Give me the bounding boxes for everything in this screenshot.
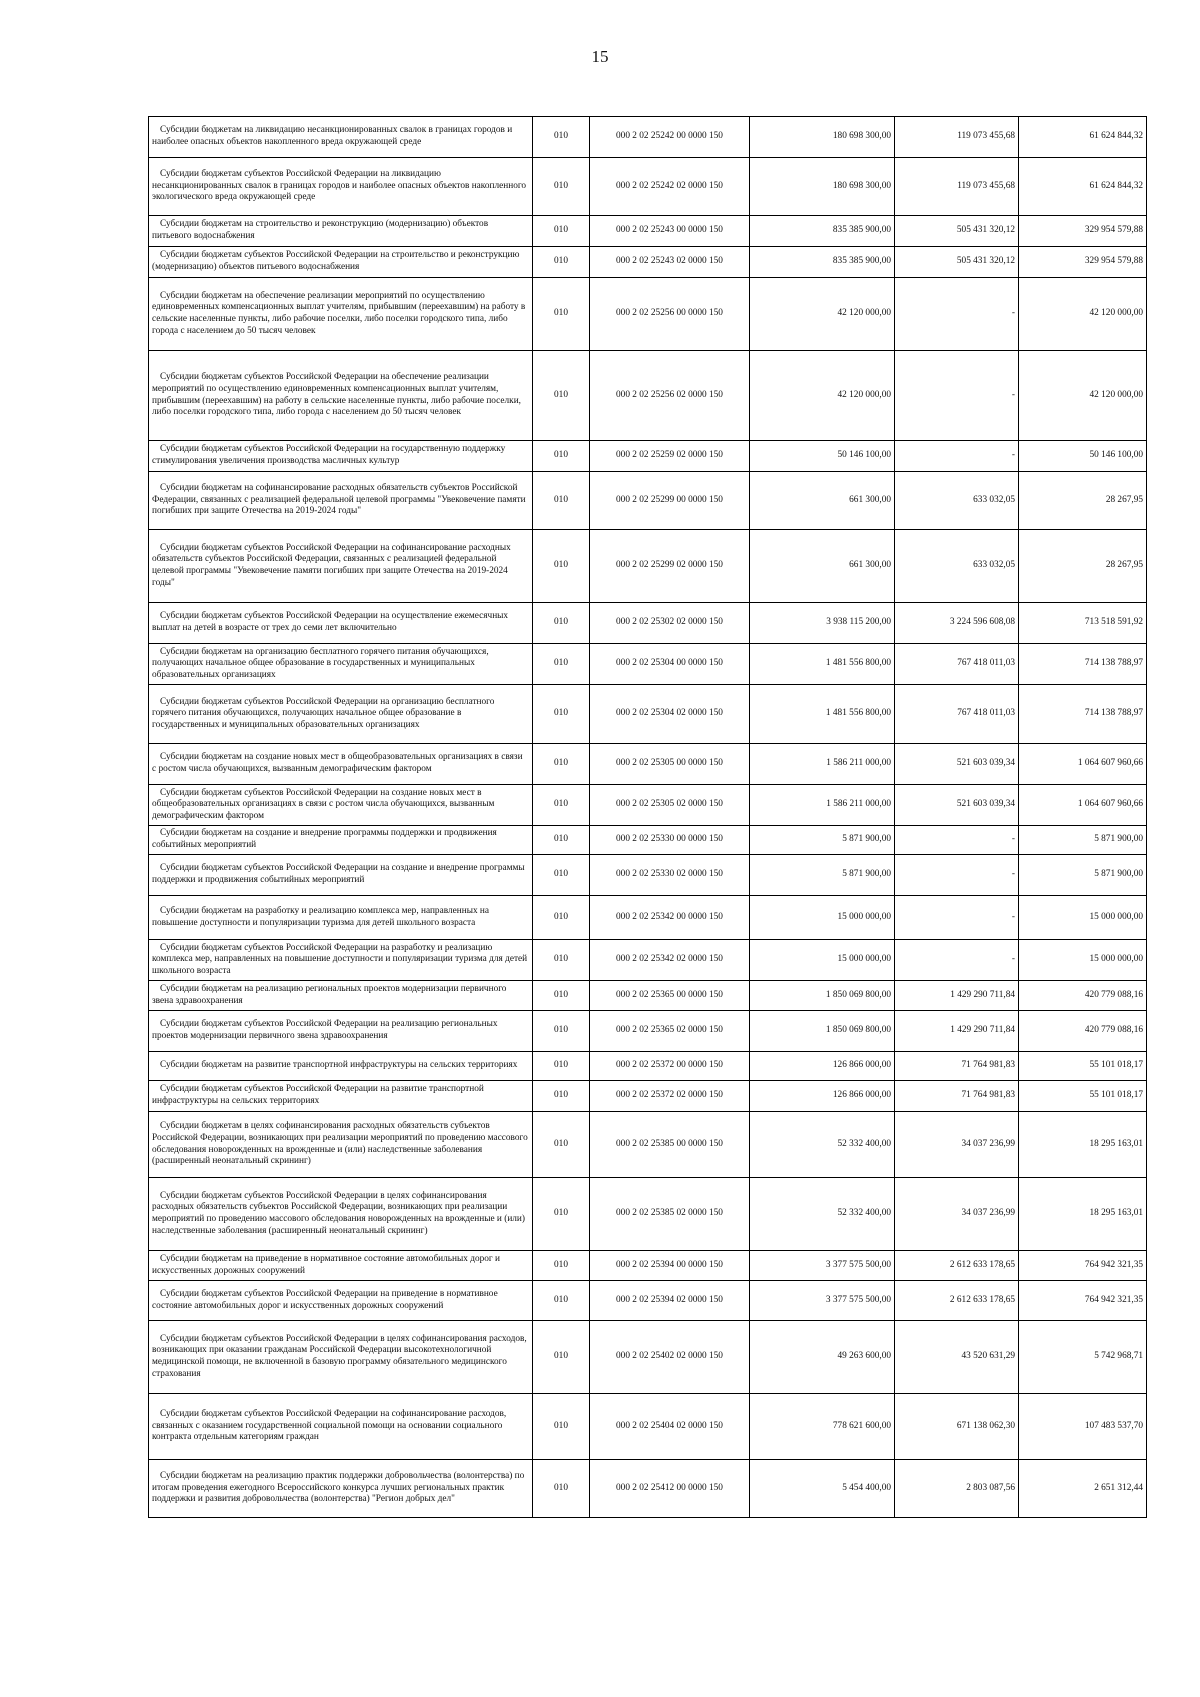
table-row <box>149 744 1147 785</box>
row-executed-cell: - <box>895 940 1019 981</box>
table-row <box>149 530 1147 603</box>
table-row <box>149 685 1147 744</box>
row-kbk-cell: 000 2 02 25365 02 0000 150 <box>590 1011 750 1052</box>
row-approved-cell: 180 698 300,00 <box>750 158 895 216</box>
row-approved-cell: 778 621 600,00 <box>750 1394 895 1460</box>
row-code-cell: 010 <box>533 1251 590 1281</box>
row-kbk-cell: 000 2 02 25304 00 0000 150 <box>590 644 750 685</box>
row-executed-cell: 633 032,05 <box>895 472 1019 530</box>
table-row <box>149 117 1147 158</box>
row-kbk-cell: 000 2 02 25299 00 0000 150 <box>590 472 750 530</box>
row-kbk-cell: 000 2 02 25304 02 0000 150 <box>590 685 750 744</box>
table-row <box>149 216 1147 247</box>
row-name-cell: Субсидии бюджетам на реализацию региональных проектов модернизации первичного звена здравоохранения <box>149 981 533 1011</box>
table-row <box>149 785 1147 826</box>
row-executed-cell: - <box>895 896 1019 940</box>
row-executed-cell: 671 138 062,30 <box>895 1394 1019 1460</box>
row-unexecuted-cell: 420 779 088,16 <box>1019 981 1147 1011</box>
row-code-cell: 010 <box>533 603 590 644</box>
row-approved-cell: 52 332 400,00 <box>750 1112 895 1178</box>
row-unexecuted-cell: 2 651 312,44 <box>1019 1460 1147 1518</box>
row-name-cell: Субсидии бюджетам субъектов Российской Федерации на создание новых мест в общеобразовательных организациях в связи с ростом числа обучающихся, вызванным демографическим фактором <box>149 785 533 826</box>
row-approved-cell: 50 146 100,00 <box>750 441 895 472</box>
row-unexecuted-cell: 1 064 607 960,66 <box>1019 744 1147 785</box>
table-row <box>149 351 1147 441</box>
row-kbk-cell: 000 2 02 25372 02 0000 150 <box>590 1081 750 1112</box>
row-approved-cell: 1 481 556 800,00 <box>750 685 895 744</box>
row-unexecuted-cell: 107 483 537,70 <box>1019 1394 1147 1460</box>
row-approved-cell: 126 866 000,00 <box>750 1081 895 1112</box>
row-approved-cell: 52 332 400,00 <box>750 1178 895 1251</box>
row-code-cell: 010 <box>533 1052 590 1081</box>
row-executed-cell: - <box>895 441 1019 472</box>
row-executed-cell: - <box>895 826 1019 855</box>
row-name-cell: Субсидии бюджетам на создание новых мест в общеобразовательных организациях в связи с ростом числа обучающихся, вызванным демографическим фактором <box>149 744 533 785</box>
table-row <box>149 940 1147 981</box>
row-approved-cell: 835 385 900,00 <box>750 247 895 278</box>
row-executed-cell: 71 764 981,83 <box>895 1081 1019 1112</box>
row-executed-cell: 2 612 633 178,65 <box>895 1281 1019 1321</box>
row-code-cell: 010 <box>533 1011 590 1052</box>
row-unexecuted-cell: 1 064 607 960,66 <box>1019 785 1147 826</box>
table-row <box>149 826 1147 855</box>
row-unexecuted-cell: 764 942 321,35 <box>1019 1251 1147 1281</box>
table-row <box>149 1321 1147 1394</box>
row-code-cell: 010 <box>533 472 590 530</box>
row-name-cell: Субсидии бюджетам субъектов Российской Федерации на строительство и реконструкцию (модернизацию) объектов питьевого водоснабжения <box>149 247 533 278</box>
row-approved-cell: 3 377 575 500,00 <box>750 1281 895 1321</box>
row-kbk-cell: 000 2 02 25299 02 0000 150 <box>590 530 750 603</box>
row-code-cell: 010 <box>533 1112 590 1178</box>
row-approved-cell: 835 385 900,00 <box>750 216 895 247</box>
row-code-cell: 010 <box>533 685 590 744</box>
row-kbk-cell: 000 2 02 25385 00 0000 150 <box>590 1112 750 1178</box>
row-executed-cell: 767 418 011,03 <box>895 685 1019 744</box>
row-approved-cell: 180 698 300,00 <box>750 117 895 158</box>
table-body <box>149 117 1147 1518</box>
row-executed-cell: 71 764 981,83 <box>895 1052 1019 1081</box>
row-approved-cell: 3 938 115 200,00 <box>750 603 895 644</box>
row-approved-cell: 49 263 600,00 <box>750 1321 895 1394</box>
row-executed-cell: 2 803 087,56 <box>895 1460 1019 1518</box>
row-unexecuted-cell: 764 942 321,35 <box>1019 1281 1147 1321</box>
row-name-cell: Субсидии бюджетам субъектов Российской Федерации на софинансирование расходов, связанных с оказанием государственной социальной помощи на основании социального контракта отдельным категориям граждан <box>149 1394 533 1460</box>
page-number: 15 <box>591 47 609 66</box>
row-executed-cell: - <box>895 278 1019 351</box>
row-unexecuted-cell: 42 120 000,00 <box>1019 278 1147 351</box>
row-executed-cell: 521 603 039,34 <box>895 785 1019 826</box>
row-executed-cell: 505 431 320,12 <box>895 247 1019 278</box>
row-kbk-cell: 000 2 02 25394 00 0000 150 <box>590 1251 750 1281</box>
table-row <box>149 1052 1147 1081</box>
row-executed-cell: 119 073 455,68 <box>895 117 1019 158</box>
row-unexecuted-cell: 55 101 018,17 <box>1019 1052 1147 1081</box>
row-name-cell: Субсидии бюджетам на обеспечение реализации мероприятий по осуществлению единовременных компенсационных выплат учителям, прибывшим (переехавшим) на работу в сельские населенные пункты, либо рабочие поселки, либо поселки городского типа, либо города с населением до 50 тысяч человек <box>149 278 533 351</box>
row-name-cell: Субсидии бюджетам субъектов Российской Федерации на осуществление ежемесячных выплат на детей в возрасте от трех до семи лет включительно <box>149 603 533 644</box>
row-name-cell: Субсидии бюджетам субъектов Российской Федерации на развитие транспортной инфраструктуры на сельских территориях <box>149 1081 533 1112</box>
row-name-cell: Субсидии бюджетам субъектов Российской Федерации на государственную поддержку стимулирования увеличения производства масличных культур <box>149 441 533 472</box>
row-name-cell: Субсидии бюджетам на приведение в нормативное состояние автомобильных дорог и искусственных дорожных сооружений <box>149 1251 533 1281</box>
row-name-cell: Субсидии бюджетам субъектов Российской Федерации на создание и внедрение программы поддержки и продвижения событийных мероприятий <box>149 855 533 896</box>
row-kbk-cell: 000 2 02 25256 00 0000 150 <box>590 278 750 351</box>
row-unexecuted-cell: 5 871 900,00 <box>1019 826 1147 855</box>
row-unexecuted-cell: 50 146 100,00 <box>1019 441 1147 472</box>
row-code-cell: 010 <box>533 785 590 826</box>
row-name-cell: Субсидии бюджетам субъектов Российской Федерации на софинансирование расходных обязательств субъектов Российской Федерации, связанных с реализацией федеральной целевой программы "Увековечение памяти погибших при защите Отечества на 2019-2024 годы" <box>149 530 533 603</box>
row-name-cell: Субсидии бюджетам субъектов Российской Федерации на разработку и реализацию комплекса мер, направленных на повышение доступности и популяризации туризма для детей школьного возраста <box>149 940 533 981</box>
row-code-cell: 010 <box>533 1281 590 1321</box>
row-name-cell: Субсидии бюджетам на ликвидацию несанкционированных свалок в границах городов и наиболее опасных объектов накопленного вреда окружающей среде <box>149 117 533 158</box>
row-executed-cell: 34 037 236,99 <box>895 1112 1019 1178</box>
row-kbk-cell: 000 2 02 25302 02 0000 150 <box>590 603 750 644</box>
row-code-cell: 010 <box>533 981 590 1011</box>
row-kbk-cell: 000 2 02 25305 02 0000 150 <box>590 785 750 826</box>
row-unexecuted-cell: 714 138 788,97 <box>1019 685 1147 744</box>
table-row <box>149 981 1147 1011</box>
row-approved-cell: 5 871 900,00 <box>750 826 895 855</box>
row-name-cell: Субсидии бюджетам на софинансирование расходных обязательств субъектов Российской Федерации, связанных с реализацией федеральной целевой программы "Увековечение памяти погибших при защите Отечества на 2019-2024 годы" <box>149 472 533 530</box>
row-code-cell: 010 <box>533 1394 590 1460</box>
row-code-cell: 010 <box>533 441 590 472</box>
table-row <box>149 1281 1147 1321</box>
row-approved-cell: 661 300,00 <box>750 472 895 530</box>
row-unexecuted-cell: 61 624 844,32 <box>1019 158 1147 216</box>
row-name-cell: Субсидии бюджетам субъектов Российской Федерации на ликвидацию несанкционированных свалок в границах городов и наиболее опасных объектов накопленного экологического вреда окружающей среде <box>149 158 533 216</box>
table-row <box>149 1251 1147 1281</box>
row-code-cell: 010 <box>533 117 590 158</box>
row-code-cell: 010 <box>533 247 590 278</box>
row-kbk-cell: 000 2 02 25305 00 0000 150 <box>590 744 750 785</box>
table-row <box>149 1178 1147 1251</box>
row-kbk-cell: 000 2 02 25330 02 0000 150 <box>590 855 750 896</box>
row-kbk-cell: 000 2 02 25385 02 0000 150 <box>590 1178 750 1251</box>
row-code-cell: 010 <box>533 216 590 247</box>
table-row <box>149 1112 1147 1178</box>
row-approved-cell: 15 000 000,00 <box>750 896 895 940</box>
row-approved-cell: 5 454 400,00 <box>750 1460 895 1518</box>
budget-table <box>148 116 1147 1518</box>
row-name-cell: Субсидии бюджетам субъектов Российской Федерации на организацию бесплатного горячего питания обучающихся, получающих начальное общее образование в государственных и муниципальных образовательных организациях <box>149 685 533 744</box>
row-approved-cell: 15 000 000,00 <box>750 940 895 981</box>
row-executed-cell: 1 429 290 711,84 <box>895 981 1019 1011</box>
row-unexecuted-cell: 329 954 579,88 <box>1019 216 1147 247</box>
row-kbk-cell: 000 2 02 25412 00 0000 150 <box>590 1460 750 1518</box>
row-approved-cell: 126 866 000,00 <box>750 1052 895 1081</box>
row-kbk-cell: 000 2 02 25243 00 0000 150 <box>590 216 750 247</box>
row-code-cell: 010 <box>533 1321 590 1394</box>
row-unexecuted-cell: 15 000 000,00 <box>1019 940 1147 981</box>
row-code-cell: 010 <box>533 1081 590 1112</box>
table-row <box>149 278 1147 351</box>
row-unexecuted-cell: 28 267,95 <box>1019 530 1147 603</box>
row-code-cell: 010 <box>533 351 590 441</box>
row-unexecuted-cell: 18 295 163,01 <box>1019 1178 1147 1251</box>
row-code-cell: 010 <box>533 896 590 940</box>
row-name-cell: Субсидии бюджетам на создание и внедрение программы поддержки и продвижения событийных мероприятий <box>149 826 533 855</box>
table-row <box>149 472 1147 530</box>
row-unexecuted-cell: 5 871 900,00 <box>1019 855 1147 896</box>
row-name-cell: Субсидии бюджетам на разработку и реализацию комплекса мер, направленных на повышение доступности и популяризации туризма для детей школьного возраста <box>149 896 533 940</box>
row-name-cell: Субсидии бюджетам на развитие транспортной инфраструктуры на сельских территориях <box>149 1052 533 1081</box>
table-row <box>149 1011 1147 1052</box>
row-unexecuted-cell: 61 624 844,32 <box>1019 117 1147 158</box>
row-kbk-cell: 000 2 02 25256 02 0000 150 <box>590 351 750 441</box>
table-row <box>149 441 1147 472</box>
row-unexecuted-cell: 42 120 000,00 <box>1019 351 1147 441</box>
row-code-cell: 010 <box>533 644 590 685</box>
row-kbk-cell: 000 2 02 25242 02 0000 150 <box>590 158 750 216</box>
row-kbk-cell: 000 2 02 25330 00 0000 150 <box>590 826 750 855</box>
row-approved-cell: 1 850 069 800,00 <box>750 981 895 1011</box>
row-executed-cell: 521 603 039,34 <box>895 744 1019 785</box>
row-approved-cell: 5 871 900,00 <box>750 855 895 896</box>
row-unexecuted-cell: 714 138 788,97 <box>1019 644 1147 685</box>
row-executed-cell: 2 612 633 178,65 <box>895 1251 1019 1281</box>
row-code-cell: 010 <box>533 1460 590 1518</box>
row-code-cell: 010 <box>533 744 590 785</box>
row-unexecuted-cell: 18 295 163,01 <box>1019 1112 1147 1178</box>
row-name-cell: Субсидии бюджетам на реализацию практик поддержки добровольчества (волонтерства) по итогам проведения ежегодного Всероссийского конкурса лучших региональных практик поддержки и развития добровольчества (волонтерства) "Регион добрых дел" <box>149 1460 533 1518</box>
row-name-cell: Субсидии бюджетам субъектов Российской Федерации на обеспечение реализации мероприятий по осуществлению единовременных компенсационных выплат учителям, прибывшим (переехавшим) на работу в сельские населенные пункты, либо рабочие поселки, либо поселки городского типа, либо города с населением до 50 тысяч человек <box>149 351 533 441</box>
table-row <box>149 1394 1147 1460</box>
row-unexecuted-cell: 713 518 591,92 <box>1019 603 1147 644</box>
row-approved-cell: 1 481 556 800,00 <box>750 644 895 685</box>
row-kbk-cell: 000 2 02 25342 00 0000 150 <box>590 896 750 940</box>
table-row <box>149 1081 1147 1112</box>
row-approved-cell: 661 300,00 <box>750 530 895 603</box>
row-kbk-cell: 000 2 02 25365 00 0000 150 <box>590 981 750 1011</box>
row-name-cell: Субсидии бюджетам на строительство и реконструкцию (модернизацию) объектов питьевого водоснабжения <box>149 216 533 247</box>
row-kbk-cell: 000 2 02 25243 02 0000 150 <box>590 247 750 278</box>
row-kbk-cell: 000 2 02 25342 02 0000 150 <box>590 940 750 981</box>
row-executed-cell: 119 073 455,68 <box>895 158 1019 216</box>
row-approved-cell: 1 586 211 000,00 <box>750 744 895 785</box>
row-executed-cell: - <box>895 351 1019 441</box>
row-unexecuted-cell: 15 000 000,00 <box>1019 896 1147 940</box>
row-name-cell: Субсидии бюджетам субъектов Российской Федерации в целях софинансирования расходных обязательств субъектов Российской Федерации, возникающих при реализации мероприятий по проведению массового обследования новорожденных на врожденные и (или) наследственные заболевания (расширенный неонатальный скрининг) <box>149 1178 533 1251</box>
row-executed-cell: 505 431 320,12 <box>895 216 1019 247</box>
row-approved-cell: 1 586 211 000,00 <box>750 785 895 826</box>
row-executed-cell: 633 032,05 <box>895 530 1019 603</box>
table-row <box>149 603 1147 644</box>
row-kbk-cell: 000 2 02 25372 00 0000 150 <box>590 1052 750 1081</box>
row-executed-cell: 767 418 011,03 <box>895 644 1019 685</box>
table-row <box>149 644 1147 685</box>
row-code-cell: 010 <box>533 826 590 855</box>
row-approved-cell: 1 850 069 800,00 <box>750 1011 895 1052</box>
row-code-cell: 010 <box>533 1178 590 1251</box>
row-executed-cell: 43 520 631,29 <box>895 1321 1019 1394</box>
row-unexecuted-cell: 28 267,95 <box>1019 472 1147 530</box>
row-unexecuted-cell: 420 779 088,16 <box>1019 1011 1147 1052</box>
row-kbk-cell: 000 2 02 25394 02 0000 150 <box>590 1281 750 1321</box>
row-approved-cell: 42 120 000,00 <box>750 351 895 441</box>
table-row <box>149 247 1147 278</box>
row-name-cell: Субсидии бюджетам в целях софинансирования расходных обязательств субъектов Российской Федерации, возникающих при реализации мероприятий по проведению массового обследования новорожденных на врожденные и (или) наследственные заболевания (расширенный неонатальный скрининг) <box>149 1112 533 1178</box>
row-name-cell: Субсидии бюджетам субъектов Российской Федерации в целях софинансирования расходов, возникающих при оказании гражданам Российской Федерации высокотехнологичной медицинской помощи, не включенной в базовую программу обязательного медицинского страхования <box>149 1321 533 1394</box>
row-code-cell: 010 <box>533 158 590 216</box>
row-code-cell: 010 <box>533 278 590 351</box>
row-kbk-cell: 000 2 02 25242 00 0000 150 <box>590 117 750 158</box>
row-unexecuted-cell: 55 101 018,17 <box>1019 1081 1147 1112</box>
table-row <box>149 1460 1147 1518</box>
row-code-cell: 010 <box>533 530 590 603</box>
row-name-cell: Субсидии бюджетам субъектов Российской Федерации на реализацию региональных проектов модернизации первичного звена здравоохранения <box>149 1011 533 1052</box>
row-kbk-cell: 000 2 02 25402 02 0000 150 <box>590 1321 750 1394</box>
row-unexecuted-cell: 5 742 968,71 <box>1019 1321 1147 1394</box>
row-code-cell: 010 <box>533 855 590 896</box>
row-executed-cell: - <box>895 855 1019 896</box>
row-executed-cell: 3 224 596 608,08 <box>895 603 1019 644</box>
row-approved-cell: 42 120 000,00 <box>750 278 895 351</box>
table-row <box>149 855 1147 896</box>
row-executed-cell: 1 429 290 711,84 <box>895 1011 1019 1052</box>
row-name-cell: Субсидии бюджетам на организацию бесплатного горячего питания обучающихся, получающих начальное общее образование в государственных и муниципальных образовательных организациях <box>149 644 533 685</box>
table-row <box>149 158 1147 216</box>
row-kbk-cell: 000 2 02 25404 02 0000 150 <box>590 1394 750 1460</box>
row-unexecuted-cell: 329 954 579,88 <box>1019 247 1147 278</box>
row-executed-cell: 34 037 236,99 <box>895 1178 1019 1251</box>
row-code-cell: 010 <box>533 940 590 981</box>
row-name-cell: Субсидии бюджетам субъектов Российской Федерации на приведение в нормативное состояние автомобильных дорог и искусственных дорожных сооружений <box>149 1281 533 1321</box>
row-kbk-cell: 000 2 02 25259 02 0000 150 <box>590 441 750 472</box>
table-row <box>149 896 1147 940</box>
row-approved-cell: 3 377 575 500,00 <box>750 1251 895 1281</box>
